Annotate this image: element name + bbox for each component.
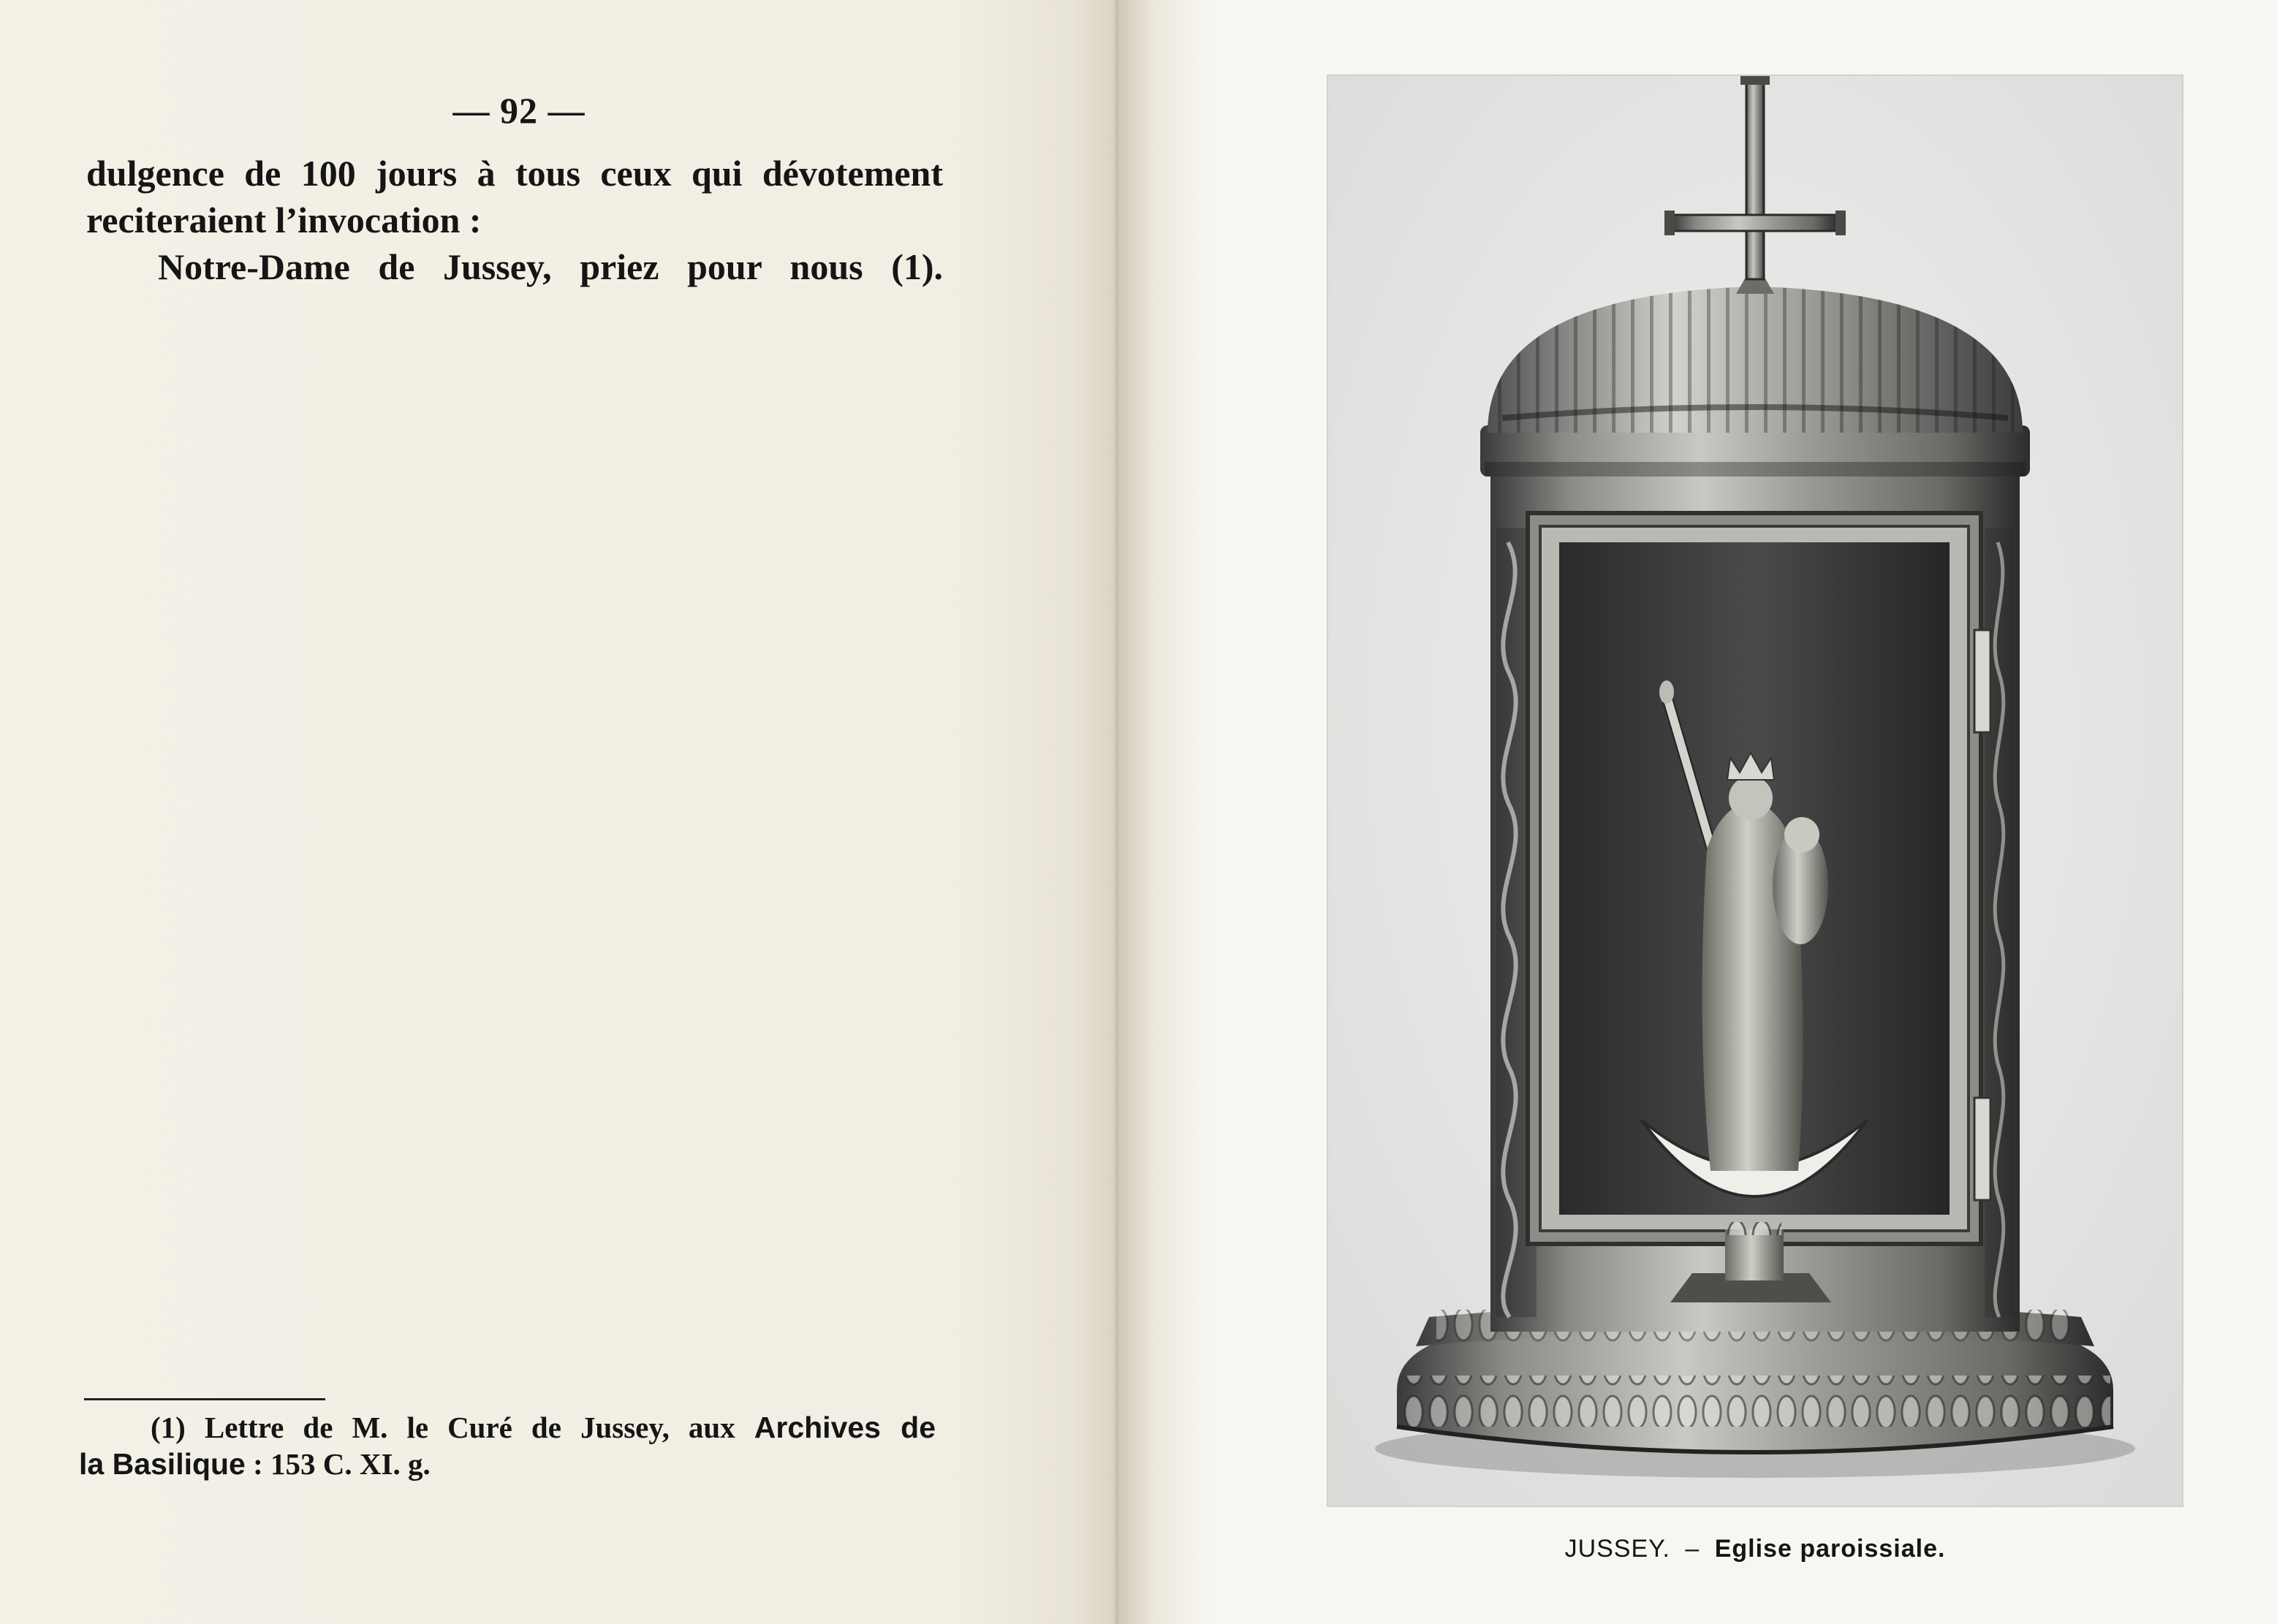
body-line-1: dulgence de 100 jours à tous ceux qui dévotement (86, 153, 943, 194)
reliquary-photo (1327, 75, 2183, 1507)
reliquary-illustration (1327, 75, 2183, 1507)
footnote-bold-a: Archives de (754, 1411, 936, 1444)
footnote-bold-b: la Basilique (79, 1447, 246, 1481)
caption-place: JUSSEY. (1564, 1535, 1670, 1563)
footnote (79, 1409, 936, 1482)
footnote-marker: (1) (151, 1411, 186, 1444)
caption-separator: – (1685, 1535, 1700, 1563)
body-text (86, 150, 943, 290)
photo-caption (1327, 1535, 2183, 1563)
body-line-2: reciteraient l’invocation : (86, 200, 482, 240)
footnote-rule (84, 1398, 325, 1400)
footnote-line-1 (79, 1409, 936, 1446)
footnote-text-b: : 153 C. XI. g. (253, 1447, 431, 1481)
body-line-3: Notre-Dame de Jussey, priez pour nous (1). (158, 246, 943, 287)
left-page (0, 0, 1118, 1624)
caption-church: Eglise paroissiale. (1714, 1535, 1946, 1563)
page-number: — 92 — (452, 90, 586, 131)
footnote-text-a: Lettre de M. le Curé de Jussey, aux (204, 1411, 735, 1444)
footnote-line-2 (79, 1446, 936, 1482)
